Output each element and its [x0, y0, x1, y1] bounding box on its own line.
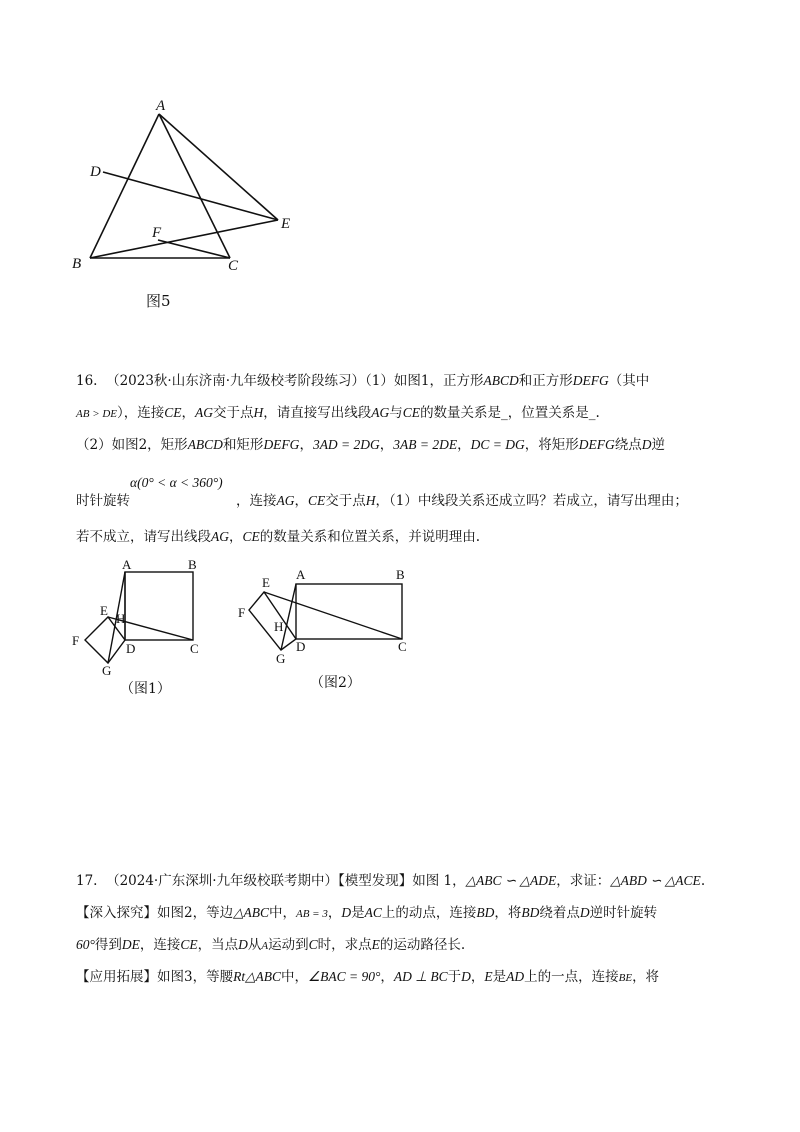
fig1-label-B: B	[188, 557, 197, 572]
q16-figure-2-caption: （图2）	[310, 675, 361, 691]
fig1-label-A: A	[122, 557, 132, 572]
label-E: E	[281, 216, 291, 232]
q16-figure-2	[234, 565, 419, 675]
fig1-label-D: D	[126, 641, 136, 656]
q16-line-3: （2）如图2，矩形ABCD和矩形DEFG，3AD = 2DG，3AB = 2DE，DC = DG，将矩形DEFG绕点D逆	[76, 437, 666, 453]
fig2-label-B: B	[396, 567, 405, 582]
figure-5	[70, 90, 310, 290]
q17-line-3: 60°得到DE，连接CE，当点D从A运动到C时，求点E的运动路径长.	[76, 937, 466, 953]
q17-line-4: 【应用拓展】如图3，等腰Rt△ABC中，∠BAC = 90°，AD ⊥ BC于D，E是AD上的一点，连接BE，将	[76, 969, 660, 985]
q16-line-5: 若不成立，请写出线段AG，CE的数量关系和位置关系，并说明理由.	[76, 529, 481, 545]
q16-figure-1	[66, 555, 216, 685]
fig2-label-F: F	[238, 605, 246, 620]
fig2-label-E: E	[262, 575, 270, 590]
label-F: F	[152, 225, 162, 241]
fig1-label-C: C	[190, 641, 199, 656]
figure-5-caption: 图5	[146, 292, 171, 310]
q17-line-2: 【深入探究】如图2，等边△ABC中，AB = 3，D是AC上的动点，连接BD，将BD绕着点D逆时针旋转	[76, 905, 658, 921]
label-A: A	[156, 98, 166, 114]
q16-line-2: AB > DE），连接CE，AG交于点H，请直接写出线段AG与CE的数量关系是_，位置关系是_.	[76, 405, 600, 421]
fig2-label-A: A	[296, 567, 306, 582]
label-C: C	[228, 258, 239, 274]
fig2-label-C: C	[398, 639, 407, 654]
q17-line-1: 17. （2024·广东深圳·九年级校联考期中）【模型发现】如图 1，△ABC ∽ △ADE，求证：△ABD ∽ △ACE.	[76, 873, 706, 889]
q16-line-1: 16. （2023秋·山东济南·九年级校考阶段练习）（1）如图1，正方形ABCD和正方形DEFG（其中	[76, 373, 650, 389]
fig2-label-D: D	[296, 639, 306, 654]
fig1-label-F: F	[72, 633, 80, 648]
label-B: B	[72, 256, 82, 272]
q16-rotation-angle: α(0° < α < 360°)	[130, 475, 223, 490]
fig1-label-E: E	[100, 603, 108, 618]
q16-line-4: 时针旋转 ，连接AG，CE交于点H，（1）中线段关系还成立吗？若成立，请写出理由；	[76, 493, 688, 509]
q16-figure-1-caption: （图1）	[120, 681, 171, 697]
fig1-label-H: H	[116, 611, 126, 626]
fig2-label-H: H	[274, 619, 284, 634]
fig1-label-G: G	[102, 663, 112, 678]
fig2-label-G: G	[276, 651, 286, 666]
label-D: D	[90, 164, 101, 180]
